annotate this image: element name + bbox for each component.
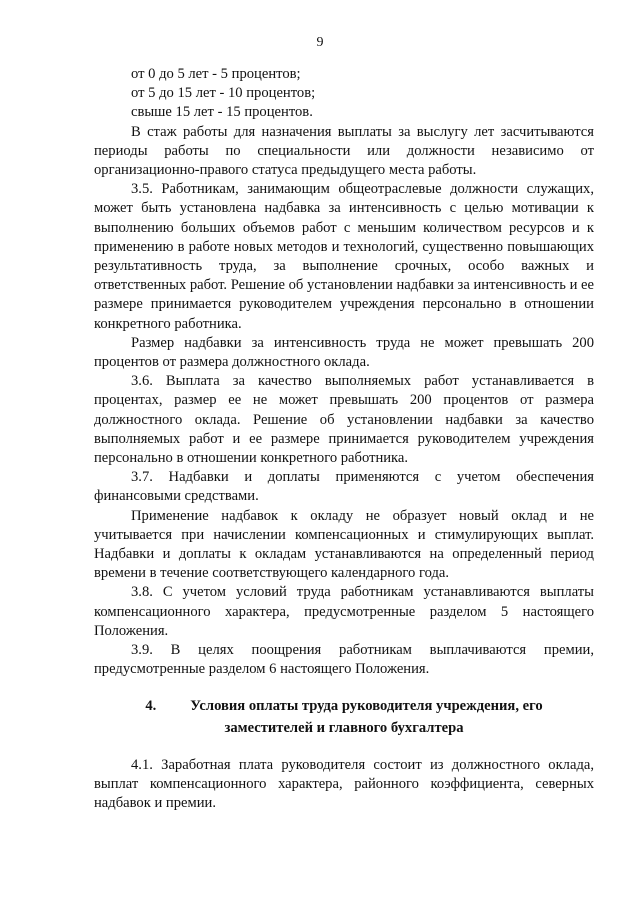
list-item: свыше 15 лет - 15 процентов.: [131, 104, 313, 121]
document-body: [94, 65, 594, 813]
section-title-line1: Условия оплаты труда руководителя учреждения, его: [190, 697, 543, 714]
page-number: 9: [316, 35, 324, 50]
paragraph-seniority: В стаж работы для назначения выплаты за выслугу лет засчитываются периоды работы по специальности или должности независимо от организационно-правого статуса предыдущего места работы.: [94, 123, 594, 179]
paragraph-3-7: 3.7. Надбавки и доплаты применяются с учетом обеспечения финансовыми средствами.: [94, 469, 594, 505]
paragraph-3-6: 3.6. Выплата за качество выполняемых работ устанавливается в процентах, размер ее не может превышать 200 процентов от размера должностного оклада. Решение об установлении надбавки за качество выполняемых работ и ее размере принимается руководителем учреждения персонально в отношении конкретного работника.: [94, 373, 594, 467]
section-heading-4: [94, 695, 594, 739]
paragraph-3-9: 3.9. В целях поощрения работникам выплачиваются премии, предусмотренные разделом 6 настоящего Положения.: [94, 642, 594, 678]
section-title-line2: заместителей и главного бухгалтера: [224, 719, 464, 736]
paragraph-3-8: 3.8. С учетом условий труда работникам устанавливаются выплаты компенсационного характера, предусмотренные разделом 5 настоящего Положения.: [94, 584, 594, 639]
list-item: от 0 до 5 лет - 5 процентов;: [131, 66, 301, 82]
paragraph-3-5: 3.5. Работникам, занимающим общеотраслевые должности служащих, может быть установлена надбавка за интенсивность с целью мотивации к выполнению больших объемов работ с меньшим количеством ресурсов и к применению в работе новых методов и технологий, существенно повышающих результативность труда, за выполнение срочных, особо важных и ответственных работ. Решение об установлении надбавки за интенсивность и ее размере принимается руководителем учреждения персонально в отношении конкретного работника.: [94, 181, 594, 332]
list-item: от 5 до 15 лет - 10 процентов;: [131, 85, 316, 102]
paragraph-intensity-size: Размер надбавки за интенсивность труда не может превышать 200 процентов от размера должностного оклада.: [94, 334, 594, 371]
paragraph-4-1: 4.1. Заработная плата руководителя состоит из должностного оклада, выплат компенсационного характера, районного коэффициента, северных надбавок и премии.: [94, 756, 594, 811]
section-number: 4.: [145, 697, 157, 714]
paragraph-allowances: Применение надбавок к окладу не образует новый оклад и не учитывается при начислении компенсационных и стимулирующих выплат. Надбавки и доплаты к окладам устанавливаются на определенный период времени в течение соответствующего календарного года.: [94, 507, 594, 582]
